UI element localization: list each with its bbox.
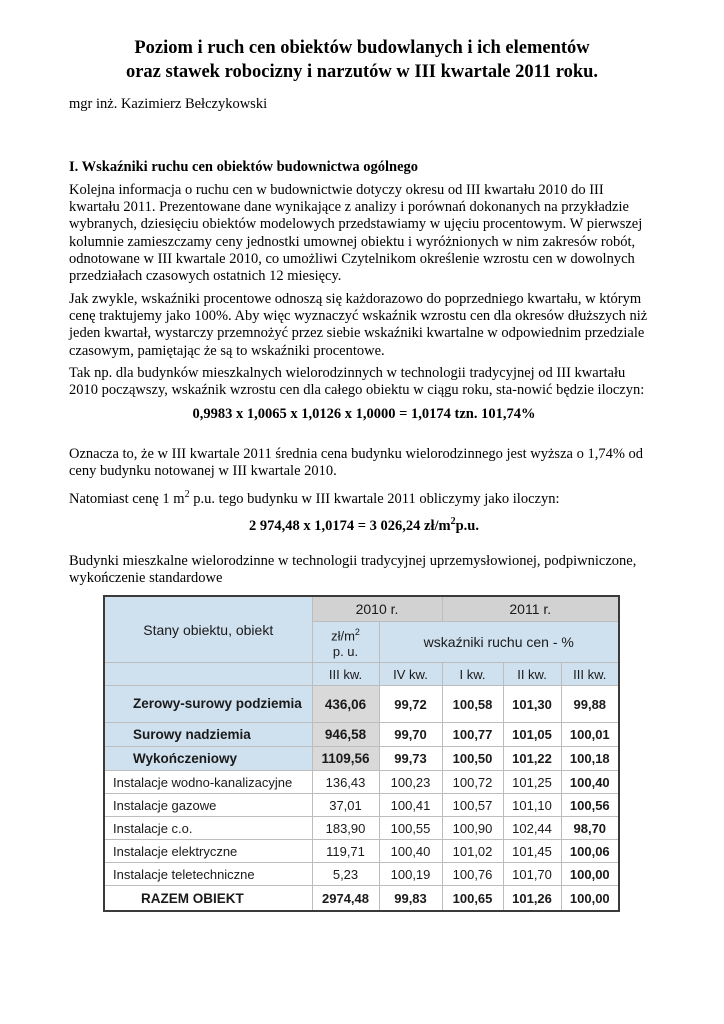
table-cell: 101,45 — [503, 840, 561, 863]
paragraph-line: Tak np. dla budynków mieszkalnych wielorodzinnych w technologii tradycyjnej od III kwartału — [69, 365, 626, 381]
table-cell: 100,76 — [442, 863, 503, 886]
superscript: 2 — [450, 516, 456, 528]
price-index-table — [103, 595, 620, 912]
table-cell: 99,73 — [379, 747, 442, 771]
table-cell: 100,57 — [442, 794, 503, 817]
formula-1: 0,9983 x 1,0065 x 1,0126 x 1,0000 = 1,0174 tzn. 101,74% — [192, 406, 536, 422]
paragraph-line: przedziałach czasowych ostatnich 12 miesięcy. — [69, 268, 342, 285]
table-cell: 100,00 — [561, 886, 619, 912]
section-heading: I. Wskaźniki ruchu cen obiektów budownictwa ogólnego — [69, 159, 418, 175]
quarter-header: III kw. — [561, 663, 619, 686]
table-header-row — [104, 596, 619, 622]
table-header-row — [104, 663, 619, 686]
paragraph-line: wykończenie standardowe — [69, 570, 223, 587]
table-cell: 101,05 — [503, 723, 561, 747]
table-cell: 2974,48 — [312, 886, 379, 912]
table-cell: 100,40 — [379, 840, 442, 863]
row-label: Wykończeniowy — [104, 747, 312, 771]
document-title — [40, 36, 684, 84]
formula-text: 2 974,48 x 1,0174 = 3 026,24 zł/m — [249, 518, 451, 534]
unit-text: p. u. — [332, 643, 359, 659]
table-cell: 100,55 — [379, 817, 442, 840]
table-cell: 37,01 — [312, 794, 379, 817]
paragraph-2 — [69, 291, 659, 360]
year-2010-header: 2010 r. — [312, 596, 442, 622]
table-cell: 119,71 — [312, 840, 379, 863]
table-cell: 100,56 — [561, 794, 619, 817]
table-cell: 100,41 — [379, 794, 442, 817]
table-cell: 99,70 — [379, 723, 442, 747]
paragraph-line: czasowym, pamiętając że są to wskaźniki procentowe. — [69, 342, 385, 359]
total-label: RAZEM OBIEKT — [104, 886, 312, 912]
table-cell: 99,88 — [561, 686, 619, 723]
row-label: Instalacje gazowe — [104, 794, 312, 817]
quarter-header: I kw. — [442, 663, 503, 686]
paragraph-line: kolumnie zamieszczamy ceny jednostki umownej obiektu i wyróżnionych w nim zakresów robót, — [69, 233, 636, 250]
row-label: Zerowy-surowy podziemia — [104, 686, 312, 723]
table-cell: 100,50 — [442, 747, 503, 771]
paragraph-1 — [69, 182, 659, 285]
table-cell: 98,70 — [561, 817, 619, 840]
title-line-1: Poziom i ruch cen obiektów budowlanych i ich elementów — [134, 38, 590, 58]
formula-2 — [69, 518, 659, 535]
year-2011-header: 2011 r. — [442, 596, 619, 622]
row-label: Instalacje teletechniczne — [104, 863, 312, 886]
table-cell: 101,10 — [503, 794, 561, 817]
superscript: 2 — [354, 627, 360, 638]
table-cell: 100,77 — [442, 723, 503, 747]
table-row — [104, 840, 619, 863]
table-cell: 5,23 — [312, 863, 379, 886]
table-cell: 946,58 — [312, 723, 379, 747]
paragraph-line: Oznacza to, że w III kwartale 2011 średnia cena budynku wielorodzinnego jest wyższa o 1,74% od — [69, 446, 644, 462]
table-cell: 100,72 — [442, 771, 503, 794]
paragraph-line: kwartału 2011. Prezentowane dane wynikające z analizy i porównań dokonanych na przykładzie — [69, 199, 629, 216]
table-cell: 100,40 — [561, 771, 619, 794]
table-cell: 100,01 — [561, 723, 619, 747]
author: mgr inż. Kazimierz Bełczykowski — [69, 96, 268, 112]
superscript: 2 — [184, 489, 190, 501]
table-row — [104, 817, 619, 840]
table-cell: 100,00 — [561, 863, 619, 886]
unit-text: zł/m — [331, 628, 355, 644]
table-cell: 100,18 — [561, 747, 619, 771]
table-cell: 101,25 — [503, 771, 561, 794]
formula-text: p.u. — [455, 518, 479, 534]
table-cell: 102,44 — [503, 817, 561, 840]
quarter-header: II kw. — [503, 663, 561, 686]
table-cell: 1109,56 — [312, 747, 379, 771]
paragraph-line: wybranych, dziesięciu obiektów modelowych przedstawiamy w ujęciu procentowym. W pierwszej — [69, 216, 643, 233]
title-line-2: oraz stawek robocizny i narzutów w III kwartale 2011 roku. — [125, 62, 599, 82]
table-cell: 100,19 — [379, 863, 442, 886]
row-label: Instalacje wodno-kanalizacyjne — [104, 771, 312, 794]
table-cell: 100,06 — [561, 840, 619, 863]
table-cell: 183,90 — [312, 817, 379, 840]
paragraph-text: Natomiast cenę 1 m — [69, 491, 185, 507]
table-cell: 136,43 — [312, 771, 379, 794]
table-cell: 100,23 — [379, 771, 442, 794]
table-row — [104, 771, 619, 794]
table-cell: 100,65 — [442, 886, 503, 912]
table-cell: 101,30 — [503, 686, 561, 723]
table-cell: 99,72 — [379, 686, 442, 723]
column-header-stany: Stany obiektu, obiekt — [104, 596, 312, 663]
paragraph-line: odnotowane w III kwartale 2010, co umożliwi Czytelnikom określenie wzrostu cen w dowolnych — [69, 250, 635, 267]
table-cell: 101,22 — [503, 747, 561, 771]
paragraph-line: Budynki mieszkalne wielorodzinne w technologii tradycyjnej uprzemysłowionej, podpiwniczone, — [69, 553, 637, 569]
paragraph-5 — [69, 491, 659, 508]
table-cell: 436,06 — [312, 686, 379, 723]
unit-header — [312, 622, 379, 663]
paragraph-line: cenę traktujemy jako 100%. Aby więc wyznaczyć wskaźnik wzrostu cen dla okresów dłuższych niż — [69, 308, 648, 325]
row-label: Surowy nadziemia — [104, 723, 312, 747]
table-row — [104, 747, 619, 771]
table-cell: 100,90 — [442, 817, 503, 840]
table-total-row — [104, 886, 619, 912]
paragraph-line: jeden kwartał, wystarczy przemnożyć przez siebie wskaźniki kwartalne w odpowiednim przedziale — [69, 325, 645, 342]
paragraph-text: p.u. tego budynku w III kwartale 2011 obliczymy jako iloczyn: — [189, 491, 560, 507]
row-label: Instalacje c.o. — [104, 817, 312, 840]
table-cell: 99,83 — [379, 886, 442, 912]
table-cell: 101,02 — [442, 840, 503, 863]
table-cell: 101,26 — [503, 886, 561, 912]
row-label: Instalacje elektryczne — [104, 840, 312, 863]
paragraph-3 — [69, 365, 659, 399]
table-cell: 100,58 — [442, 686, 503, 723]
paragraph-line: Kolejna informacja o ruchu cen w budownictwie dotyczy okresu od III kwartału 2010 do III — [69, 182, 604, 198]
paragraph-line: Jak zwykle, wskaźniki procentowe odnoszą się każdorazowo do poprzedniego kwartału, w którym — [69, 291, 642, 307]
table-cell: 101,70 — [503, 863, 561, 886]
paragraph-line: ceny budynku notowanej w III kwartale 2010. — [69, 463, 337, 480]
table-row — [104, 723, 619, 747]
quarter-header: IV kw. — [379, 663, 442, 686]
table-row — [104, 863, 619, 886]
table-row — [104, 686, 619, 723]
quarter-header: III kw. — [312, 663, 379, 686]
paragraph-6 — [69, 553, 659, 587]
paragraph-4 — [69, 446, 659, 480]
paragraph-line: 2010 począwszy, wskaźnik wzrostu cen dla całego obiektu w ciągu roku, sta-nowić będzie iloczyn: — [69, 382, 645, 399]
indicators-header: wskaźniki ruchu cen - % — [379, 622, 619, 663]
table-row — [104, 794, 619, 817]
